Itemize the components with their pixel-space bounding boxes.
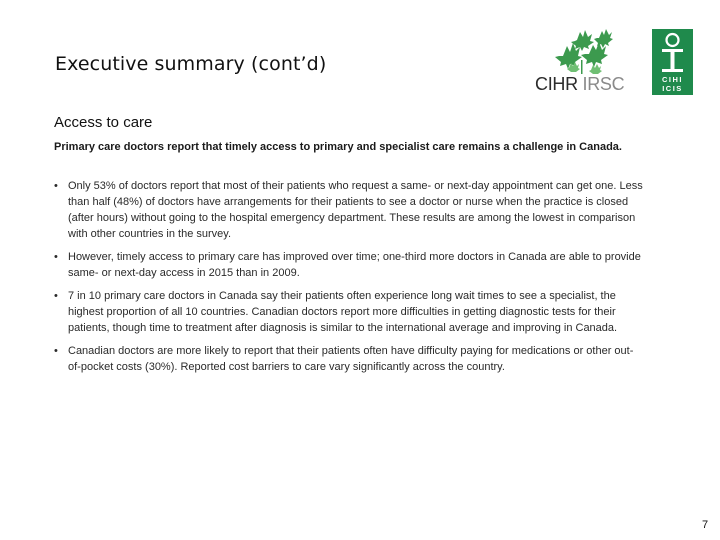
bullet-list [54, 178, 644, 382]
bullet-icon: • [54, 290, 58, 302]
cihr-wordmark-en: CIHR [535, 74, 578, 94]
cihi-text: CIHI [662, 75, 683, 84]
list-item [54, 343, 644, 375]
icis-text: ICIS [662, 84, 683, 93]
bullet-icon: • [54, 345, 58, 357]
page-number: 7 [702, 519, 709, 531]
list-item [54, 178, 644, 242]
section-subheading: Access to care [54, 114, 153, 131]
bullet-icon: • [54, 180, 58, 192]
bullet-text: However, timely access to primary care has improved over time; one-third more doctors in Canada are able to provide same- or next-day access in 2015 than in 2009. [68, 251, 641, 279]
list-item [54, 249, 644, 281]
bullet-icon: • [54, 251, 58, 263]
cihr-wordmark-fr: IRSC [582, 74, 625, 94]
bullet-text: 7 in 10 primary care doctors in Canada say their patients often experience long wait times to see a specialist, the highest proportion of all 10 countries. Canadian doctors report more difficulties in getting diagnostic tests for their patients, though time to treatment after diagnosis is similar to the international average and improving in Canada. [68, 290, 618, 334]
list-item [54, 288, 644, 336]
lead-paragraph: Primary care doctors report that timely access to primary and specialist care remains a challenge in Canada. [54, 141, 622, 153]
bullet-text: Canadian doctors are more likely to report that their patients often have difficulty paying for medications or other out-of-pocket costs (30%). Reported cost barriers to care vary significantly across the country. [68, 345, 634, 373]
cihi-icis-logo-icon [652, 29, 693, 95]
bullet-text: Only 53% of doctors report that most of their patients who request a same- or next-day appointment can get one. Less than half (48%) of doctors have arrangements for their patients to see a doctor or nurse when the practice is closed (after hours) without going to the hospital emergency department. These results are among the lowest in comparison with other countries in the survey. [68, 180, 643, 240]
cihr-wordmark [535, 74, 624, 95]
page-title: Executive summary (cont’d) [55, 53, 327, 75]
